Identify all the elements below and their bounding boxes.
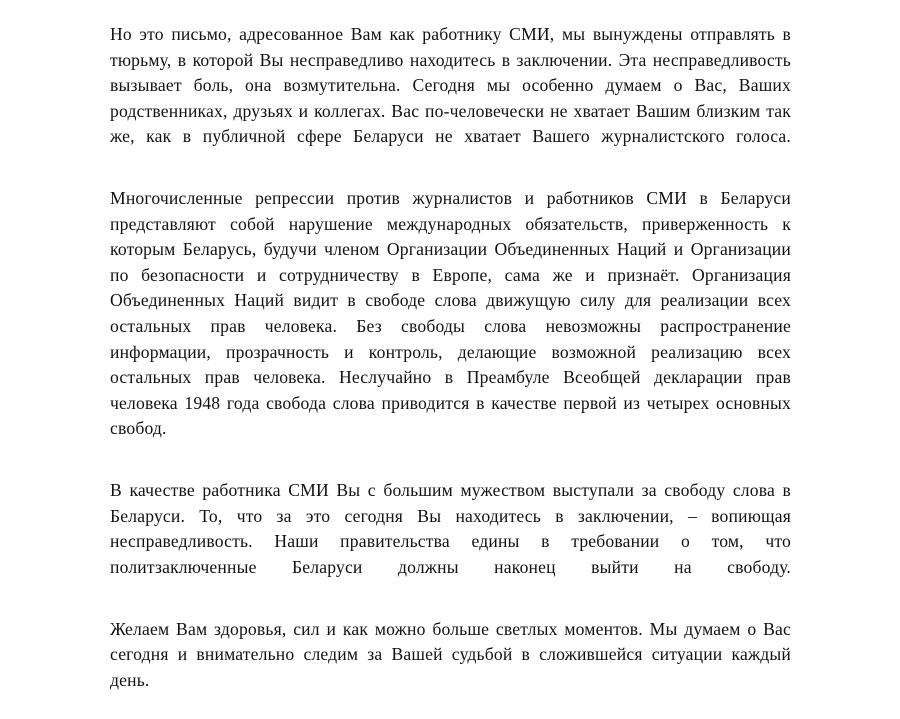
document-text-column [110, 22, 791, 719]
paragraph-1: Но это письмо, адресованное Вам как работнику СМИ, мы вынуждены отправлять в тюрьму, в которой Вы несправедливо находитесь в заключении. Эта несправедливость вызывает боль, она возмутительна. Сегодня мы особенно думаем о Вас, Ваших родственниках, друзьях и коллегах. Вас по-человечески не хватает Вашим близким так же, как в публичной сфере Беларуси не хватает Вашего журналистского голоса. [110, 24, 791, 147]
paragraph-2: Многочисленные репрессии против журналистов и работников СМИ в Беларуси представляют собой нарушение международных обязательств, приверженность к которым Беларусь, будучи членом Организации Объединенных Наций и Организации по безопасности и сотрудничеству в Европе, сама же и признаёт. Организация Объединенных Наций видит в свободе слова движущую силу для реализации всех остальных прав человека. Без свободы слова невозможны распространение информации, прозрачность и контроль, делающие возможной реализацию всех остальных прав человека. Неслучайно в Преамбуле Всеобщей декларации прав человека 1948 года свобода слова приводится в качестве первой из четырех основных свобод. [110, 188, 791, 439]
paragraph-3: В качестве работника СМИ Вы с большим мужеством выступали за свободу слова в Беларуси. То, что за это сегодня Вы находитесь в заключении, – вопиющая несправедливость. Наши правительства едины в требовании о том, что политзаключенные Беларуси должны наконец выйти на свободу. [110, 480, 791, 577]
paragraph-4: Желаем Вам здоровья, сил и как можно больше светлых моментов. Мы думаем о Вас сегодня и внимательно следим за Вашей судьбой в сложившейся ситуации каждый день. [110, 618, 791, 690]
